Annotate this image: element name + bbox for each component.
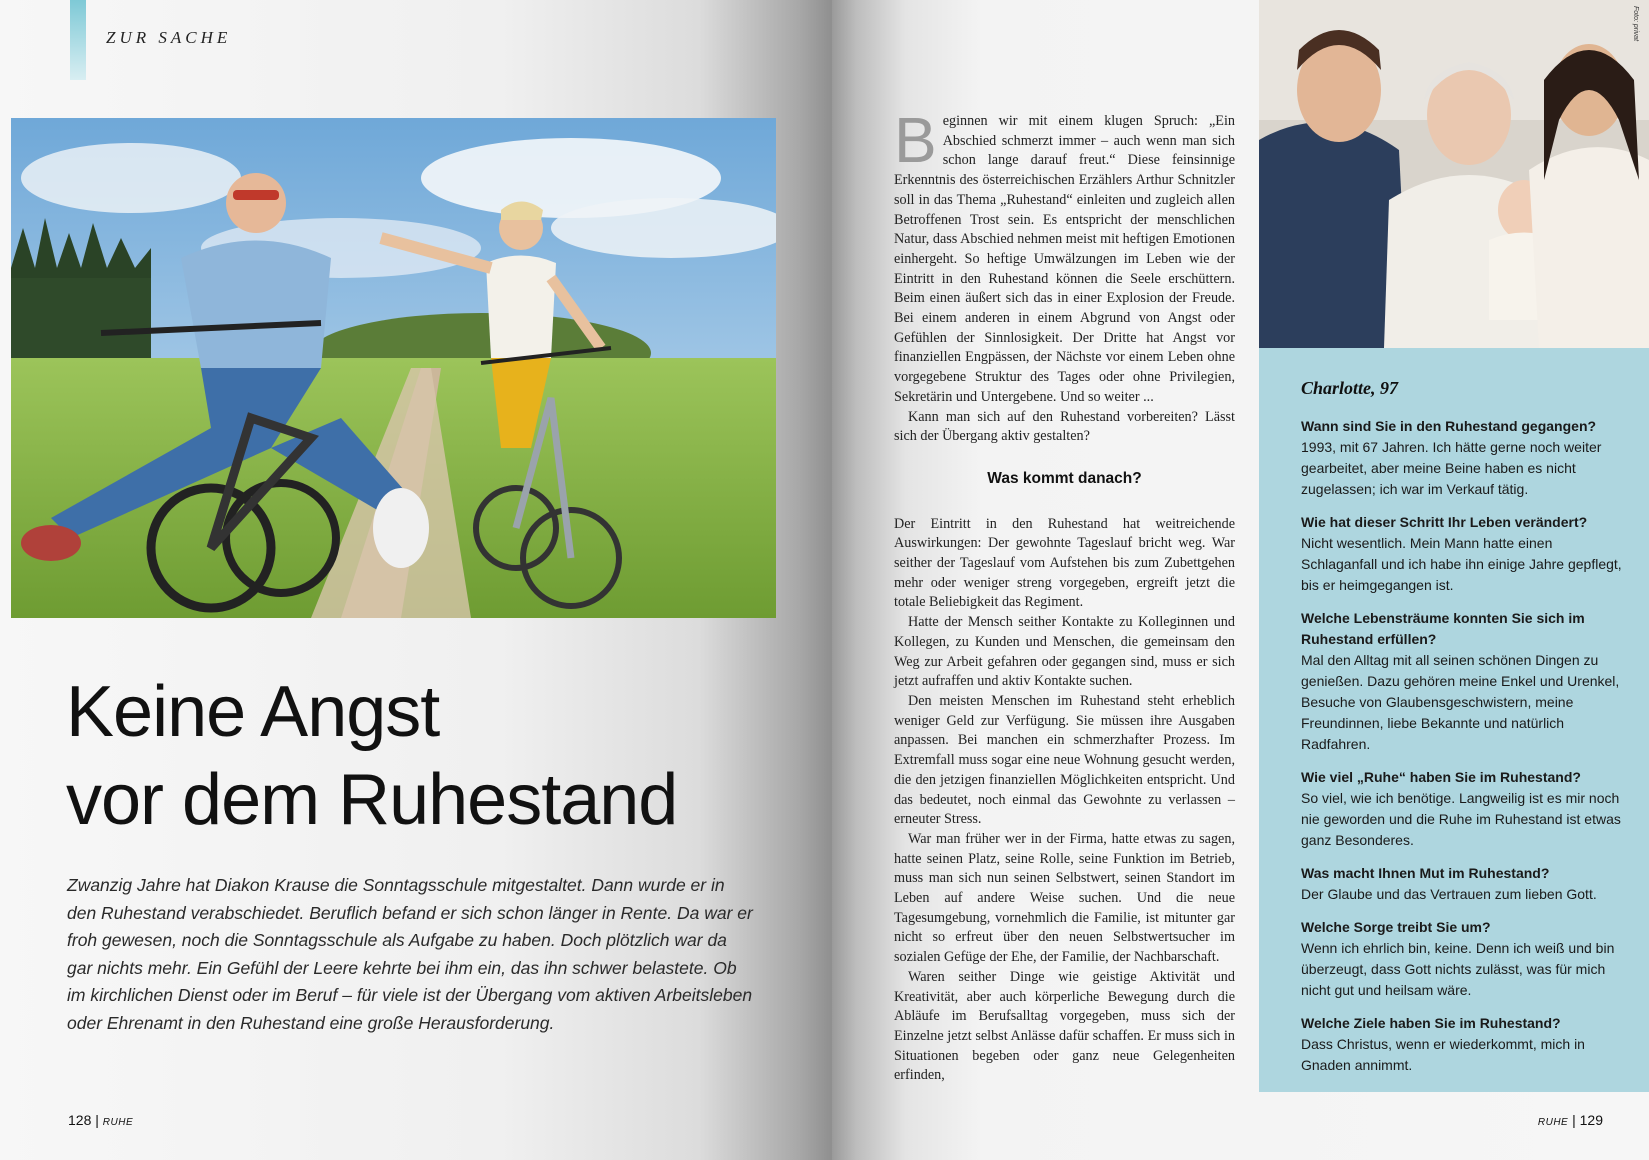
qa-item — [1301, 863, 1627, 905]
body-paragraph-3: Der Eintritt in den Ruhestand hat weitreichende Auswirkungen: Der gewohnte Tageslauf bricht weg. War seither der Tageslauf vom Aufstehen bis zum Zubettgehen mehr oder weniger streng vorgegeben, ergreift jetzt die totale Beliebigkeit das Regiment. — [894, 515, 1235, 611]
page-number: 128 — [68, 1112, 92, 1128]
hero-photo-cyclists — [11, 118, 776, 618]
answer: Dass Christus, wenn er wiederkommt, mich in Gnaden annimmt. — [1301, 1036, 1585, 1073]
question: Welche Sorge treibt Sie um? — [1301, 919, 1491, 935]
page-folio-left: 128 | RUHE — [68, 1112, 134, 1128]
question: Welche Lebensträume konnten Sie sich im Ruhestand erfüllen? — [1301, 610, 1585, 647]
answer: So viel, wie ich benötige. Langweilig ist es mir noch nie geworden und die Ruhe im Ruhestand ist etwas ganz Besonderes. — [1301, 790, 1621, 848]
headline — [66, 668, 786, 844]
magazine-name: RUHE — [1537, 1117, 1569, 1128]
qa-item — [1301, 917, 1627, 1001]
photo-credit-right: Foto: privat — [1632, 6, 1639, 42]
answer: 1993, mit 67 Jahren. Ich hätte gerne noch weiter gearbeitet, aber meine Beine haben es nicht zugelassen; ich war im Verkauf tätig. — [1301, 439, 1602, 497]
headline-line-2: vor dem Ruhestand — [66, 760, 678, 840]
question: Wie hat dieser Schritt Ihr Leben verändert? — [1301, 514, 1588, 530]
question: Wann sind Sie in den Ruhestand gegangen? — [1301, 418, 1597, 434]
body-paragraph-6: War man früher wer in der Firma, hatte etwas zu sagen, hatte seinen Platz, seine Rolle, seine Funktion im Betrieb, muss man sich nun seinen Selbstwert, seinen Standort im Leben auf andere Weise suchen. Und die neue Tagesumgebung, vornehmlich die Familie, ist mitunter gar nicht so erfreut über den neuen Selbstwertsucher im sozialen Gefüge der Ehe, der Familie, der Nachbarschaft. — [894, 830, 1235, 966]
question: Welche Ziele haben Sie im Ruhestand? — [1301, 1015, 1561, 1031]
qa-item — [1301, 512, 1627, 596]
answer: Wenn ich ehrlich bin, keine. Denn ich weiß und bin überzeugt, dass Gott nichts zulässt, was für mich nicht gut und heilsam wäre. — [1301, 940, 1615, 998]
body-column — [894, 104, 1235, 1086]
answer: Mal den Alltag mit all seinen schönen Dingen zu genießen. Dazu gehören meine Enkel und Urenkel, Besuche von Glaubensgeschwistern, meine Freundinnen, liebe Bekannte und natürlich Radfahren. — [1301, 652, 1620, 752]
section-label: ZUR SACHE — [106, 28, 232, 47]
answer: Der Glaube und das Vertrauen zum lieben Gott. — [1301, 886, 1597, 902]
body-paragraph-4: Hatte der Mensch seither Kontakte zu Kolleginnen und Kollegen, zu Kunden und Menschen, die gemeinsam den Weg zur Arbeit gefahren oder gegangen sind, muss er sich jetzt aufraffen und aktiv Kontakte suchen. — [894, 614, 1235, 690]
body-paragraph-2: Kann man sich auf den Ruhestand vorbereiten? Lässt sich der Übergang aktiv gestalten? — [894, 408, 1235, 445]
qa-item — [1301, 767, 1627, 851]
magazine-name: RUHE — [102, 1117, 134, 1128]
body-paragraph-1 — [894, 104, 1235, 408]
family-photo — [1259, 0, 1649, 348]
accent-bar — [70, 0, 86, 80]
headline-line-1: Keine Angst — [66, 672, 440, 752]
qa-item — [1301, 608, 1627, 755]
answer: Nicht wesentlich. Mein Mann hatte einen Schlaganfall und ich habe ihn einige Jahre gepflegt, bis er heimgegangen ist. — [1301, 535, 1622, 593]
qa-item — [1301, 1013, 1627, 1076]
dropcap: B — [894, 104, 937, 176]
lead-paragraph: Zwanzig Jahre hat Diakon Krause die Sonntagsschule mitgestaltet. Dann wurde er in den Ruhestand verabschiedet. Beruflich befand er sich schon länger in Rente. Da war er froh gewesen, noch die Sonntagsschule als Aufgabe zu haben. Doch plötzlich war da gar nichts mehr. Ein Gefühl der Leere kehrte bei ihm ein, das ihn schwer belastete. Ob im kirchlichen Dienst oder im Beruf – für viele ist der Übergang vom aktiven Arbeitsleben oder Ehrenamt in den Ruhestand eine große Herausforderung. — [67, 875, 753, 1033]
right-page — [832, 0, 1649, 1160]
body-paragraph-5: Den meisten Menschen im Ruhestand steht erheblich weniger Geld zur Verfügung. Sie müssen ihre Ausgaben anpassen. Bei manchen ein schmerzhafter Prozess. Im Extremfall muss sogar eine neue Wohnung gesucht werden, die den jetzigen finanziellen Möglichkeiten entspricht. Und das bedeutet, noch einmal das Gewohnte zu verlassen – erneuter Stress. — [894, 692, 1235, 828]
page-folio-right: RUHE | 129 — [1537, 1112, 1603, 1128]
question: Wie viel „Ruhe“ haben Sie im Ruhestand? — [1301, 769, 1581, 785]
body-paragraph-1-text: eginnen wir mit einem klugen Spruch: „Ein Abschied schmerzt immer – auch wenn man sich schon lange darauf freut.“ Diese feinsinnige Erkenntnis des österreichischen Erzählers Arthur Schnitzler soll in das Thema „Ruhestand“ einleiten und zugleich allen Betroffenen Trost sein. Es entspricht der menschlichen Natur, dass Abschied nehmen meist mit heftigen Emotionen einhergeht. So heftige Umwälzungen im Leben wie der Eintritt in den Ruhestand können die Seele erschüttern. Beim einen äußert sich das in einer Explosion der Freude. Bei einem anderen in einem Abgrund von Angst oder Gefühlen der Sinnlosigkeit. Der Dritte hat Angst vor finanziellen Engpässen, der Nächste vor einem Leben ohne vorgegebene Struktur des Tages oder ohne Privilegien, Sekretärin und Untergebene. Und so weiter ... — [894, 113, 1235, 405]
interview-title: Charlotte, 97 — [1301, 378, 1399, 398]
subheading: Was kommt danach? — [987, 469, 1142, 487]
interview-box — [1259, 348, 1649, 1092]
question: Was macht Ihnen Mut im Ruhestand? — [1301, 865, 1550, 881]
body-paragraph-7: Waren seither Dinge wie geistige Aktivität und Kreativität, aber auch körperliche Bewegung durch die Abläufe im Berufsalltag vorgegeben, muss sich der Einzelne jetzt selbst Anlässe dafür schaffen. Er muss sich in Situationen begeben oder ganz neue Gelegenheiten erfinden, — [894, 968, 1235, 1084]
page-number: 129 — [1579, 1112, 1603, 1128]
qa-item — [1301, 416, 1627, 500]
